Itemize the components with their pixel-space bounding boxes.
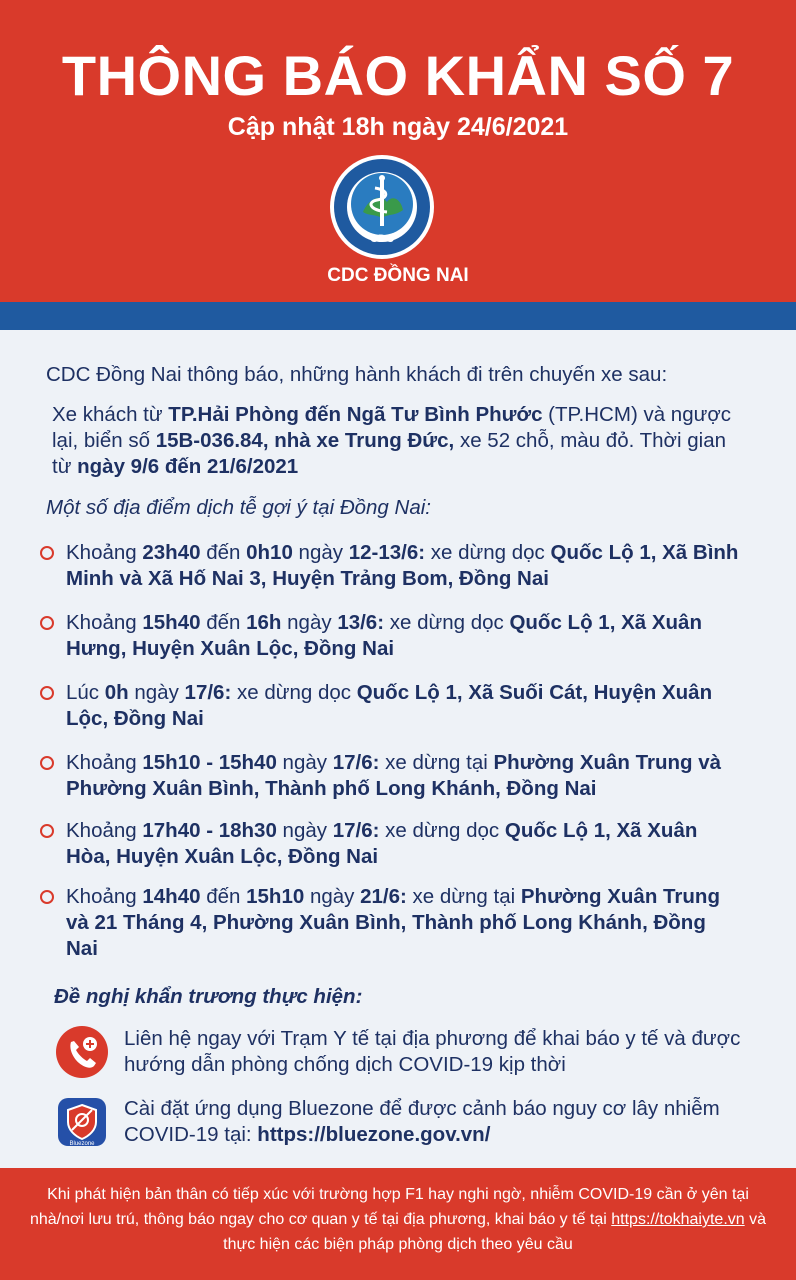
bullet-circle-icon xyxy=(40,756,54,770)
bluezone-link[interactable]: https://bluezone.gov.vn/ xyxy=(257,1123,491,1146)
cdc-logo-icon xyxy=(329,154,435,260)
organization-name: CDC ĐỒNG NAI xyxy=(327,265,469,286)
footer-text: Khi phát hiện bản thân có tiếp xúc với trường hợp F1 hay nghi ngờ, nhiễm COVID-19 cần ở yên tại nhà/nơi lưu trú, thông báo ngay cho cơ quan y tế tại địa phương, khai báo y tế tại https://tokhaiyte.vn và thực hiện các biện pháp phòng dịch theo yêu cầu xyxy=(29,1186,766,1253)
bullet-circle-icon xyxy=(40,686,54,700)
list-item: Khoảng 23h40 đến 0h10 ngày 12-13/6: xe dừng dọc Quốc Lộ 1, Xã Bình Minh và Xã Hố Nai 3, Huyện Trảng Bom, Đồng Nai xyxy=(40,540,740,592)
bluezone-app-icon xyxy=(56,1096,108,1148)
request-heading: Đề nghị khẩn trương thực hiện: xyxy=(54,985,363,1008)
bullet-circle-icon xyxy=(40,546,54,560)
trip-text-1: Xe khách từ xyxy=(52,403,169,426)
trip-plate: 15B-036.84, nhà xe Trung Đức, xyxy=(155,429,455,452)
list-item: Khoảng 17h40 - 18h30 ngày 17/6: xe dừng dọc Quốc Lộ 1, Xã Xuân Hòa, Huyện Xuân Lộc, Đồng Nai xyxy=(40,818,740,870)
trip-details xyxy=(52,402,742,480)
list-item: Lúc 0h ngày 17/6: xe dừng dọc Quốc Lộ 1, Xã Suối Cát, Huyện Xuân Lộc, Đồng Nai xyxy=(40,680,740,732)
page-title: THÔNG BÁO KHẨN SỐ 7 xyxy=(61,44,735,107)
trip-text-2: (TP.HCM) và ngược lại, biển số xyxy=(52,403,732,452)
tokhaiyte-link[interactable]: https://tokhaiyte.vn xyxy=(611,1211,745,1228)
trip-period: ngày 9/6 đến 21/6/2021 xyxy=(77,455,299,478)
phone-medical-icon xyxy=(56,1026,108,1078)
list-item: Khoảng 14h40 đến 15h10 ngày 21/6: xe dừng tại Phường Xuân Trung và 21 Tháng 4, Phường Xuân Bình, Thành phố Long Khánh, Đồng Nai xyxy=(40,884,740,962)
bluezone-icon-label: Bluezone xyxy=(69,1141,95,1147)
blue-divider xyxy=(0,302,796,330)
contact-text: Liên hệ ngay với Trạm Y tế tại địa phương để khai báo y tế và được hướng dẫn phòng chống dịch COVID-19 kịp thời xyxy=(124,1027,741,1076)
logo-text: CDC xyxy=(370,233,394,245)
bluezone-text: Cài đặt ứng dụng Bluezone để được cảnh báo nguy cơ lây nhiễm COVID-19 tại: https://bluezone.gov.vn/ xyxy=(124,1097,720,1146)
list-item: Khoảng 15h10 - 15h40 ngày 17/6: xe dừng tại Phường Xuân Trung và Phường Xuân Bình, Thành phố Long Khánh, Đồng Nai xyxy=(40,750,740,802)
header-banner xyxy=(0,0,796,302)
bullet-circle-icon xyxy=(40,890,54,904)
list-item: Khoảng 15h40 đến 16h ngày 13/6: xe dừng dọc Quốc Lộ 1, Xã Xuân Hưng, Huyện Xuân Lộc, Đồng Nai xyxy=(40,610,740,662)
footer-banner xyxy=(0,1168,796,1280)
bullet-circle-icon xyxy=(40,616,54,630)
intro-text: CDC Đồng Nai thông báo, những hành khách đi trên chuyến xe sau: xyxy=(46,363,668,386)
trip-text-3: xe 52 chỗ, màu đỏ. Thời gian từ xyxy=(52,429,727,478)
update-subtitle: Cập nhật 18h ngày 24/6/2021 xyxy=(227,113,569,141)
bullet-circle-icon xyxy=(40,824,54,838)
places-heading: Một số địa điểm dịch tễ gợi ý tại Đồng Nai: xyxy=(46,496,431,519)
notice-body xyxy=(0,330,796,1168)
trip-route: TP.Hải Phòng đến Ngã Tư Bình Phước xyxy=(168,403,543,426)
